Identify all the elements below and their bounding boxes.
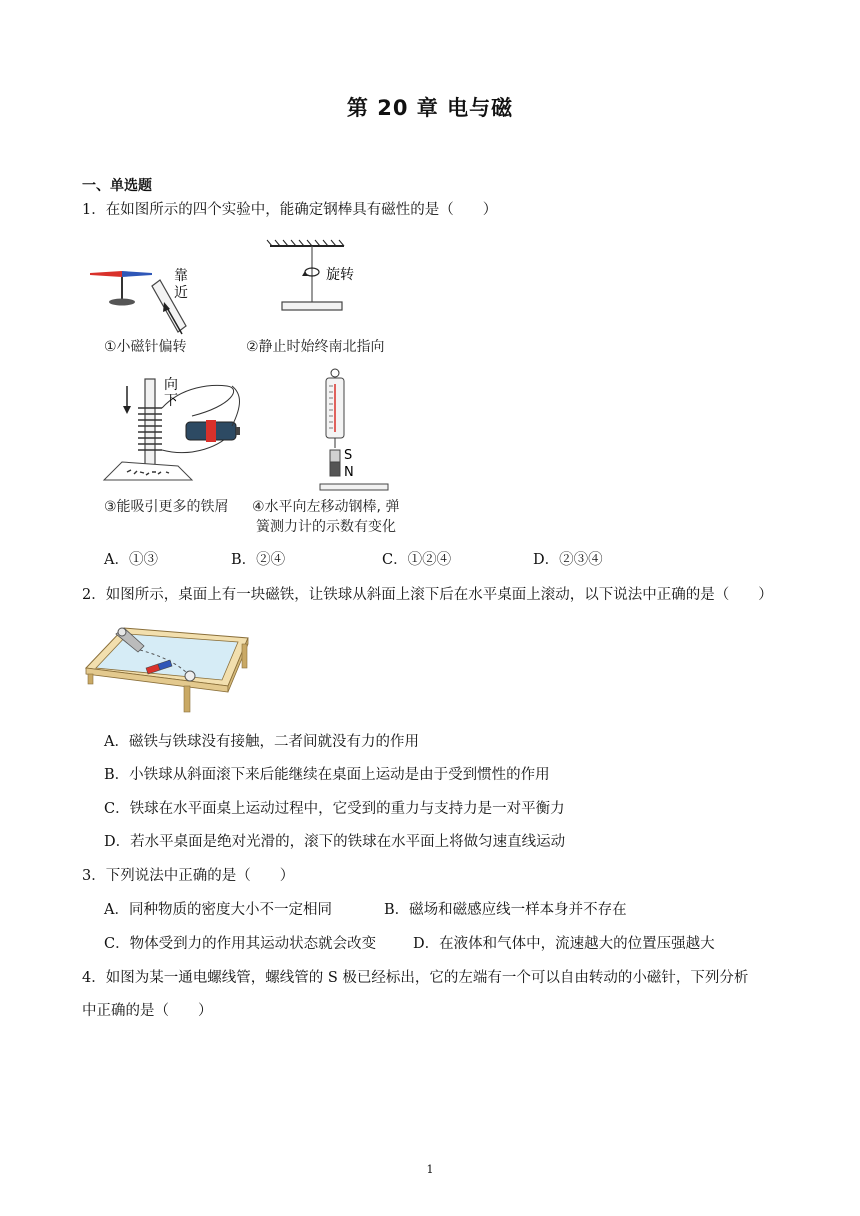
section-heading: 一、单选题 — [82, 178, 152, 194]
q1-option-d[interactable]: D．②③④ — [533, 552, 603, 568]
label-near-1: 靠 — [174, 268, 188, 284]
iron-ball-icon — [185, 671, 195, 681]
question-1-stem: 1．在如图所示的四个实验中，能确定钢棒具有磁性的是（ ） — [82, 202, 498, 218]
question-3-stem: 3．下列说法中正确的是（ ） — [82, 868, 295, 884]
battery-icon — [186, 420, 240, 442]
ceiling-icon — [267, 240, 344, 246]
q1-caption-4b: 簧测力计的示数有变化 — [256, 519, 396, 535]
q3-option-c[interactable]: C．物体受到力的作用其运动状态就会改变 — [104, 936, 377, 952]
label-s-pole: S — [344, 448, 353, 463]
question-2-stem: 2．如图所示，桌面上有一块磁铁，让铁球从斜面上滚下后在水平桌面上滚动，以下说法中正确的是（ ） — [82, 587, 773, 603]
spring-scale-icon — [326, 369, 344, 448]
label-rotate: 旋转 — [326, 267, 354, 283]
q2-table-figure — [82, 620, 252, 716]
q1-caption-4a: ④水平向左移动钢棒, 弹 — [252, 499, 400, 515]
page-number: 1 — [426, 1163, 434, 1176]
horizontal-steel-rod-icon — [320, 484, 388, 490]
bar-magnet-icon — [330, 450, 340, 476]
down-arrow-icon — [123, 386, 131, 414]
wooden-table-icon — [86, 628, 248, 712]
question-4-stem-line1: 4．如图为某一通电螺线管，螺线管的 S 极已经标出，它的左端有一个可以自由转动的小磁针，下列分析 — [82, 970, 749, 986]
q1-caption-3: ③能吸引更多的铁屑 — [104, 499, 229, 515]
q1-option-a[interactable]: A．①③ — [104, 552, 158, 568]
label-near-2: 近 — [174, 285, 188, 301]
q1-caption-1: ①小磁针偏转 — [104, 339, 187, 355]
question-4-stem-line2: 中正确的是（ ） — [82, 1003, 213, 1019]
label-down-1: 向 — [164, 377, 178, 393]
rotation-arrow-icon — [302, 268, 319, 276]
q2-option-c[interactable]: C．铁球在水平面桌上运动过程中，它受到的重力与支持力是一对平衡力 — [104, 801, 565, 817]
q3-option-b[interactable]: B．磁场和磁感应线一样本身并不存在 — [384, 902, 627, 918]
compass-needle-icon — [90, 271, 152, 306]
iron-filings-paper-icon — [104, 462, 192, 480]
q3-option-d[interactable]: D．在液体和气体中，流速越大的位置压强越大 — [413, 936, 715, 952]
q1-caption-2: ②静止时始终南北指向 — [246, 339, 385, 355]
q2-option-a[interactable]: A．磁铁与铁球没有接触，二者间就没有力的作用 — [104, 734, 419, 750]
page-title: 第 20 章 电与磁 — [346, 96, 514, 120]
q2-option-b[interactable]: B．小铁球从斜面滚下来后能继续在桌面上运动是由于受到惯性的作用 — [104, 767, 550, 783]
q2-option-d[interactable]: D．若水平桌面是绝对光滑的，滚下的铁球在水平面上将做匀速直线运动 — [104, 834, 566, 850]
q1-option-c[interactable]: C．①②④ — [382, 552, 452, 568]
q3-option-a[interactable]: A．同种物质的密度大小不一定相同 — [104, 902, 332, 918]
q1-option-b[interactable]: B．②④ — [231, 552, 286, 568]
label-n-pole: N — [344, 465, 354, 480]
hanging-rod-icon — [282, 302, 342, 310]
label-down-2: 下 — [164, 393, 178, 409]
